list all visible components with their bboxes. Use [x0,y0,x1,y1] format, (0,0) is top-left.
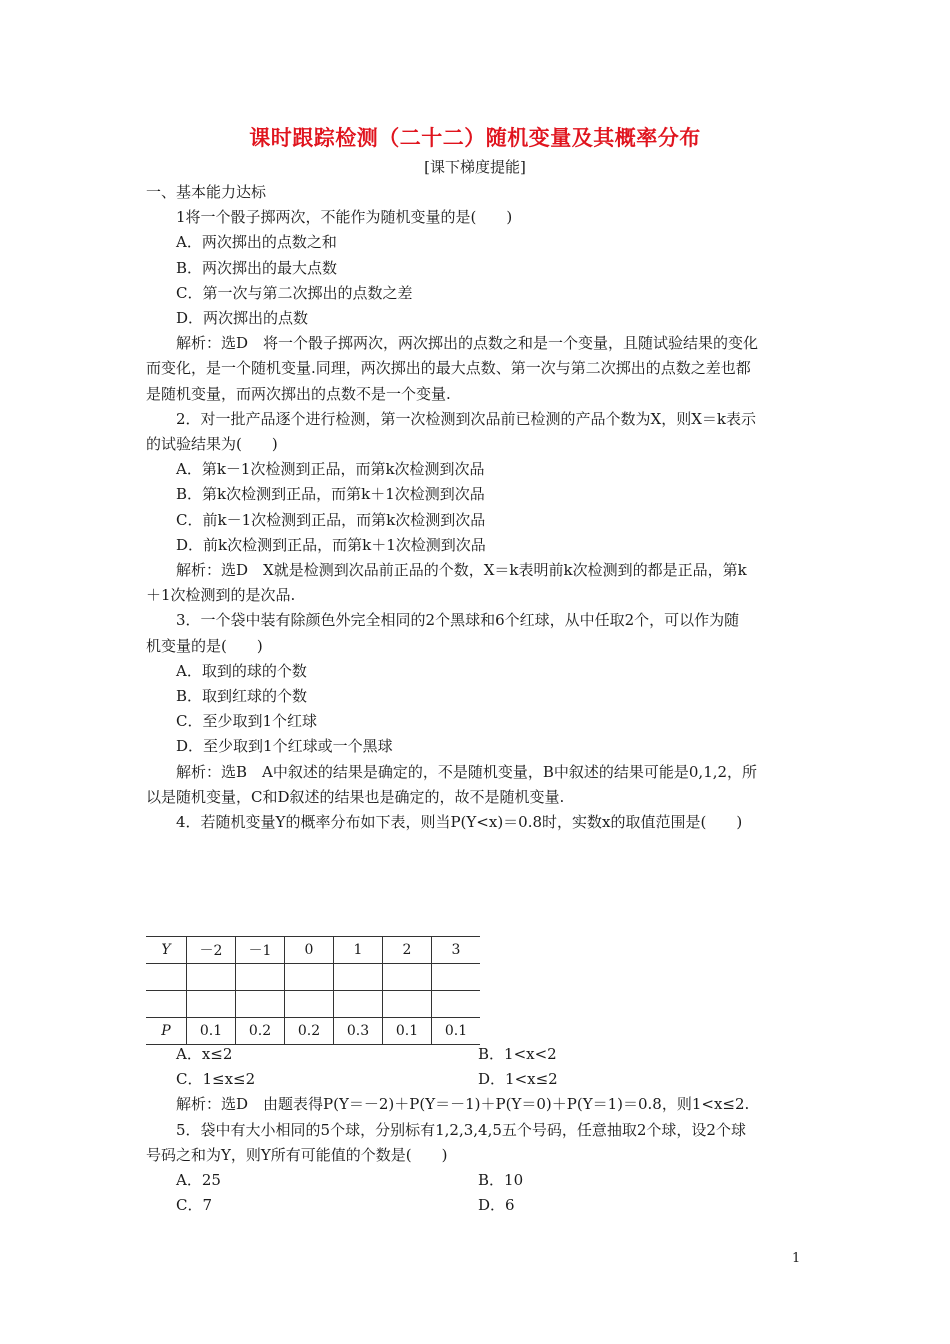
page-title: 课时跟踪检测（二十二）随机变量及其概率分布 [249,125,701,150]
table-cell: 0 [285,937,334,964]
q3-option-d: D．至少取到1个红球或一个黑球 [176,737,393,756]
table-prob-label: P [146,1018,187,1045]
table-cell: 0.1 [432,1018,481,1045]
q2-stem: 2．对一批产品逐个进行检测，第一次检测到次品前已检测的产品个数为X，则X＝k表示 [176,409,756,428]
q5-option-d: D．6 [478,1196,515,1215]
table-cell: 0.2 [285,1018,334,1045]
q3-option-c: C．至少取到1个红球 [176,712,318,731]
page-number: 1 [792,1251,801,1266]
q5-option-b: B．10 [478,1171,524,1190]
q5-option-a: A．25 [176,1171,221,1190]
q1-option-b: B．两次掷出的最大点数 [176,258,338,277]
q2-option-a: A．第k－1次检测到正品，而第k次检测到次品 [176,460,485,479]
content [146,180,808,935]
q5-options-row [146,1168,808,1193]
table-cell: 3 [432,937,481,964]
q1-analysis-line: 是随机变量，而两次掷出的点数不是一个变量. [146,384,451,403]
table-cell: 0.1 [383,1018,432,1045]
q2-option-d: D．前k次检测到正品，而第k＋1次检测到次品 [176,535,486,554]
q3-analysis-line: 以是随机变量，C和D叙述的结果也是确定的，故不是随机变量. [146,787,565,806]
q1-option-d: D．两次掷出的点数 [176,309,309,328]
q2-stem-cont: 的试验结果为( ) [146,435,278,454]
probability-table [146,936,480,1045]
q4-analysis: 解析：选D 由题表得P(Y＝－2)＋P(Y＝－1)＋P(Y＝0)＋P(Y＝1)＝0.8，则1<x≤2. [176,1095,750,1114]
table-cell: 0.3 [334,1018,383,1045]
q4-option-b: B．1<x<2 [478,1045,557,1063]
table-row [146,991,480,1018]
table-cell: 0.2 [236,1018,285,1045]
content-lower [146,1042,808,1218]
q5-option-c: C．7 [176,1196,213,1215]
q3-option-b: B．取到红球的个数 [176,687,308,706]
q4-option-a: A．x≤2 [176,1045,233,1063]
table-cell: 2 [383,937,432,964]
q5-stem-cont: 号码之和为Y，则Y所有可能值的个数是( ) [146,1145,448,1164]
q3-analysis-line: 解析：选B A中叙述的结果是确定的，不是随机变量，B中叙述的结果可能是0,1,2，所 [176,762,758,781]
q4-options-row [146,1042,808,1067]
q1-stem: 1将一个骰子掷两次，不能作为随机变量的是( ) [176,208,513,227]
table-cell: －1 [236,937,285,964]
probability-table-wrap [146,936,480,1045]
q5-stem: 5．袋中有大小相同的5个球，分别标有1,2,3,4,5五个号码，任意抽取2个球，设2个球 [176,1120,746,1139]
q3-stem: 3．一个袋中装有除颜色外完全相同的2个黑球和6个红球，从中任取2个，可以作为随 [176,611,740,630]
q1-option-c: C．第一次与第二次掷出的点数之差 [176,283,413,302]
table-row [146,964,480,991]
q2-analysis-line: ＋1次检测到的是次品. [146,586,296,605]
q2-analysis-line: 解析：选D X就是检测到次品前正品的个数，X＝k表明前k次检测到的都是正品，第k [176,561,747,580]
table-header-label: Y [146,937,187,964]
q5-options-row [146,1193,808,1218]
q4-option-d: D．1<x≤2 [478,1070,558,1089]
table-cell: 0.1 [187,1018,236,1045]
q3-option-a: A．取到的球的个数 [176,661,307,680]
q3-stem-cont: 机变量的是( ) [146,636,263,655]
q1-option-a: A．两次掷出的点数之和 [176,233,337,252]
section-heading: 一、基本能力达标 [146,183,267,201]
table-cell: －2 [187,937,236,964]
page-subtitle: [课下梯度提能] [424,158,526,176]
q1-analysis-line: 而变化，是一个随机变量.同理，两次掷出的最大点数、第一次与第二次掷出的点数之差也都 [146,359,751,378]
q4-options-row [146,1067,808,1092]
table-row [146,1018,480,1045]
table-cell: 1 [334,937,383,964]
q1-analysis-line: 解析：选D 将一个骰子掷两次，两次掷出的点数之和是一个变量，且随试验结果的变化 [176,334,759,353]
q2-option-c: C．前k－1次检测到正品，而第k次检测到次品 [176,510,486,529]
q2-option-b: B．第k次检测到正品，而第k＋1次检测到次品 [176,485,485,504]
q4-stem: 4．若随机变量Y的概率分布如下表，则当P(Y<x)＝0.8时，实数x的取值范围是( ) [176,813,743,832]
q4-option-c: C．1≤x≤2 [176,1070,256,1089]
table-row [146,937,480,964]
